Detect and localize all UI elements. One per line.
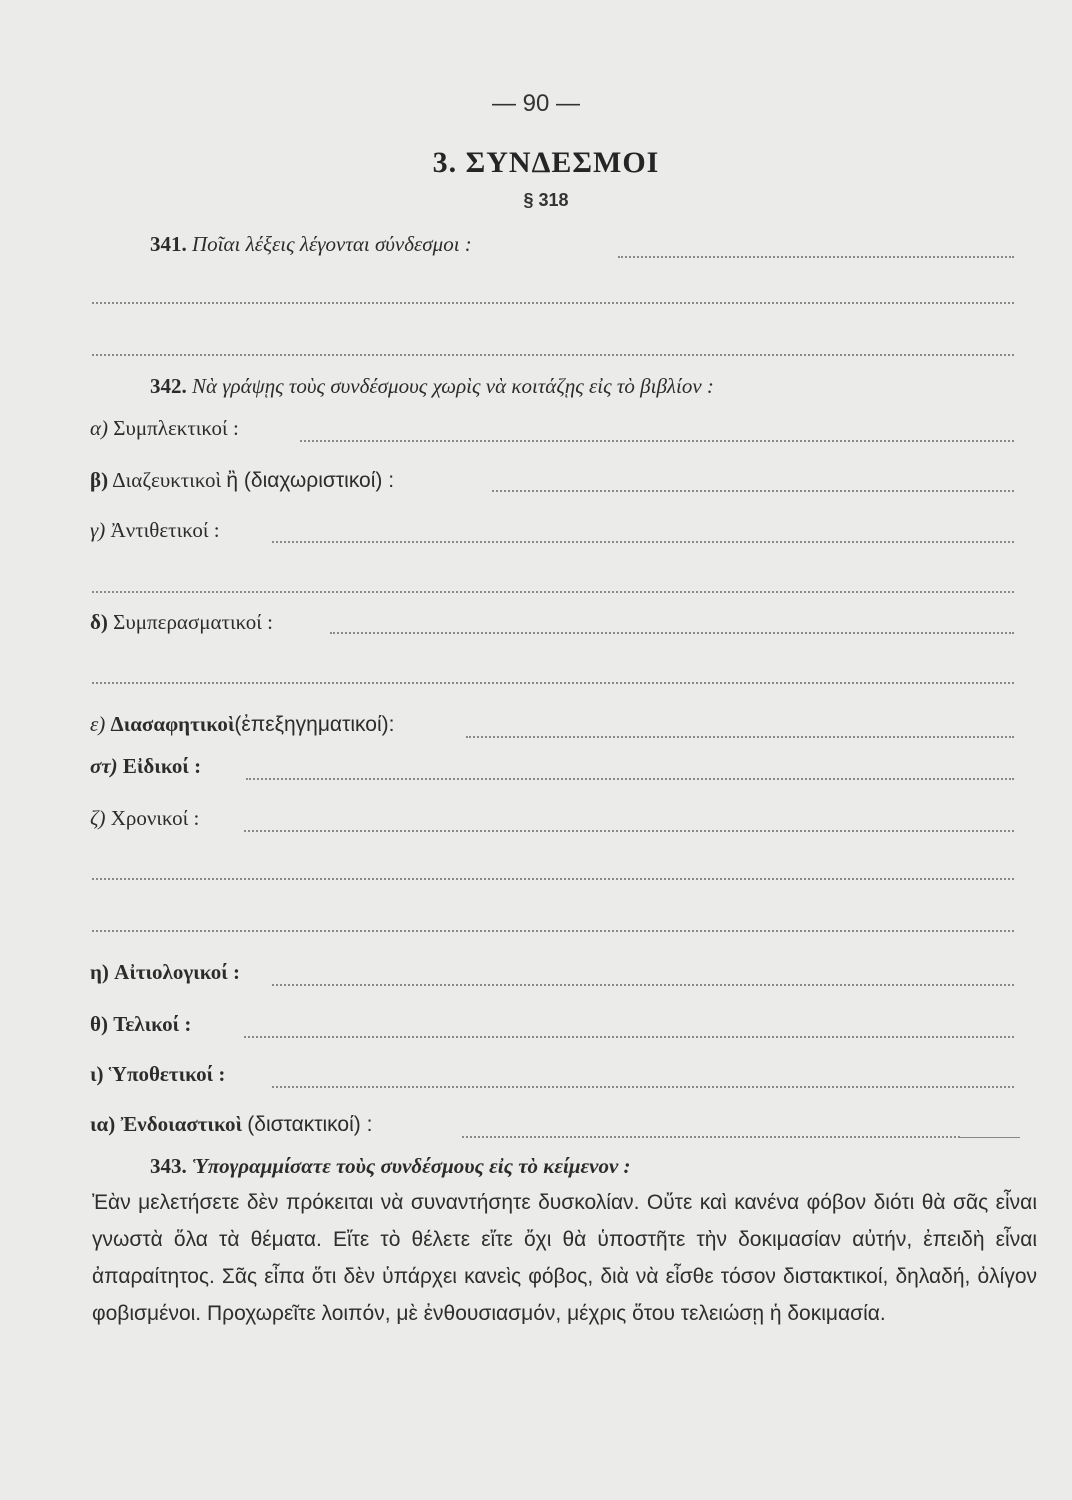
question-number: 342. [150,374,187,398]
item-theta: θ) Τελικοί : [90,1012,192,1036]
answer-line[interactable] [462,1136,960,1138]
answer-line[interactable] [92,682,1014,684]
question-text: Ὑπογραμμίσατε τοὺς συνδέσμους εἰς τὸ κείμενον : [192,1154,631,1178]
item-epsilon: ε) Διασαφητικοὶ(ἐπεξηγηματικοί): [90,712,395,736]
section-title: 3. ΣΥΝΔΕΣΜΟΙ [432,146,660,179]
answer-line[interactable] [272,984,1014,986]
item-iota: ι) Ὑποθετικοί : [90,1062,226,1086]
answer-line[interactable] [272,1086,1014,1088]
page-number: — 90 — [491,90,581,117]
paragraph-reference: § 318 [523,190,569,210]
item-beta: β) Διαζευκτικοὶ ἢ (διαχωριστικοί) : [90,468,395,492]
item-gamma: γ) Ἀντιθετικοί : [90,518,220,542]
answer-line[interactable] [244,830,1014,832]
question-text: Νὰ γράψῃς τοὺς συνδέσμους χωρὶς νὰ κοιτάζῃς εἰς τὸ βιβλίον : [192,374,714,398]
answer-line[interactable] [92,591,1014,593]
question-343 [150,1154,631,1179]
question-number: 343. [150,1154,187,1178]
answer-line[interactable] [300,440,1014,442]
item-zeta: ζ) Χρονικοί : [90,806,200,830]
question-341 [150,232,472,257]
question-342 [150,374,714,399]
answer-line[interactable] [92,878,1014,880]
answer-line[interactable] [492,490,1014,492]
question-text: Ποῖαι λέξεις λέγονται σύνδεσμοι : [192,232,472,256]
item-delta: δ) Συμπερασματικοί : [90,610,273,634]
item-alpha: α) Συμπλεκτικοί : [90,416,239,440]
passage-text: Ἐὰν μελετήσετε δὲν πρόκειται νὰ συναντήσητε δυσκολίαν. Οὔτε καὶ κανένα φόβον διότι θὰ σᾶς εἶναι γνωστὰ ὅλα τὰ θέματα. Εἴτε τὸ θέλετε εἴτε ὄχι θὰ ὑποστῆτε τὴν δοκιμασίαν αὐτήν, ἐπειδὴ εἶναι ἀπαραίτητος. Σᾶς εἶπα ὅτι δὲν ὑπάρχει κανεὶς φόβος, διὰ νὰ εἶσθε τόσον διστακτικοί, δηλαδή, ὀλίγον φοβισμένοι. Προχωρεῖτε λοιπόν, μὲ ἐνθουσιασμόν, μέχρις ὅτου τελειώσῃ ἡ δοκιμασία. [92,1191,1037,1325]
answer-line[interactable] [466,736,1014,738]
item-eta: η) Αἰτιολογικοί : [90,960,240,984]
item-iota-alpha: ια) Ἐνδοιαστικοὶ (διστακτικοί) : [90,1112,373,1136]
answer-line[interactable] [618,256,1014,258]
answer-line-end [960,1137,1020,1138]
answer-line[interactable] [92,354,1014,356]
answer-line[interactable] [92,930,1014,932]
answer-line[interactable] [246,778,1014,780]
answer-line[interactable] [330,632,1014,634]
item-stigma: στ) Εἰδικοί : [90,754,202,778]
question-number: 341. [150,232,187,256]
answer-line[interactable] [272,541,1014,543]
answer-line[interactable] [92,302,1014,304]
answer-line[interactable] [244,1036,1014,1038]
